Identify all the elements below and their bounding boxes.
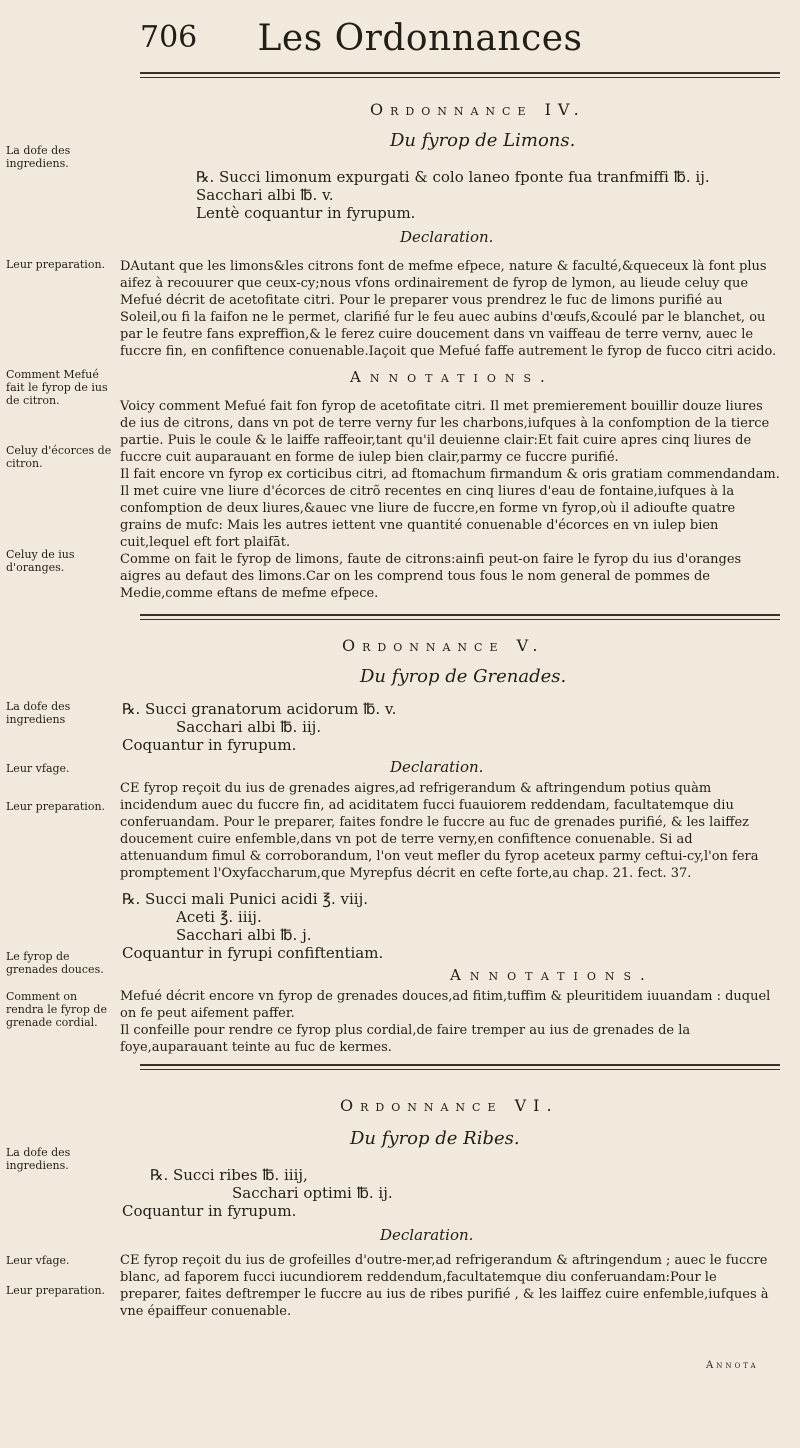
page-number: 706: [140, 20, 198, 55]
section-rule: [140, 1064, 780, 1070]
recipe-line: Lentè coquantur in fyrupum.: [196, 204, 416, 222]
recipe-line: Aceti ℥. iiij.: [176, 908, 262, 926]
recipe-line: Coquantur in fyrupum.: [122, 1202, 297, 1220]
declaration-text: CE fyrop reçoit du ius de grenades aigres,ad refrigerandum & aftringendum potius quàm incidendum auec du fuccre fin, ad aciditatem fucci fuauiorem reddendam, facultatemque diu conferuandam. Pour le preparer, faites fondre le fuccre au fuc de grenades purifié, & les laiffez doucement cuire enfemble,dans vn pot de terre verny,en confiftence conuenable. Si ad attenuandum fimul & corroborandum, l'on veut mefler du fyrop aceteux parmy ceftui-cy,l'on fera promptement l'Oxyfaccharum,que Myrepfus décrit en cefte forte,au chap. 21. fect. 37.: [120, 781, 759, 881]
margin-note: La dofe des ingrediens.: [6, 144, 71, 170]
recipe-line: ℞. Succi mali Punici acidi ℥. viij.: [122, 890, 368, 908]
margin-note: Leur preparation.: [6, 800, 106, 813]
section-subtitle-ord5: Du fyrop de Grenades.: [360, 666, 567, 687]
annotation-paragraph: Comme on fait le fyrop de limons, faute de citrons:ainfi peut-on faire le fyrop du ius d'oranges aigres au defaut des limons.Car on les comprend tous fous le nom general de pommes de Medie,comme eftans de mefme efpece.: [120, 552, 742, 601]
annotations-block: [120, 988, 780, 1056]
annotation-paragraph: Il fait encore vn fyrop ex corticibus citri, ad ftomachum firmandum & oris gratiam commendandam. Il met cuire vne liure d'écorces de citrõ recentes en cinq liures d'eau de fontaine,iufques à la confomption de deux liures,&auec vne liure de fuccre,en forme vn fyrop,où il adioufte quatre grains de mufc: Mais les autres iettent vne quantité conuenable d'écorces en vn iulep bien cuit,lequel eft fort plaifāt.: [120, 467, 780, 550]
section-title-ord6: Ordonnance VI.: [340, 1096, 559, 1115]
declaration-text: DAutant que les limons&les citrons font de mefme efpece, nature & faculté,&queceux là font plus aifez à recouurer que ceux-cy;nous vfons ordinairement de fyrop de lymon, au lieude celuy que Mefué décrit de acetofitate citri. Pour le preparer vous prendrez le fuc de limons purifié au Soleil,ou fi la faifon ne le permet, clarifié fur le feu auec aubins d'œufs,&coulé par le blanchet, ou par le feutre fans expreffion,& le ferez cuire doucement dans vn vaiffeau de terre vernv, auec le fuccre fin, en confiftence conuenable.Iaçoit que Mefué faffe autrement le fyrop de fucco citri acido.: [120, 259, 777, 359]
recipe-line: ℞. Succi ribes ℔. iiij,: [150, 1166, 308, 1184]
recipe-line: Sacchari albi ℔. iij.: [176, 718, 322, 736]
section-rule: [140, 614, 780, 620]
recipe-line: Sacchari optimi ℔. ij.: [232, 1184, 393, 1202]
declaration-heading: Declaration.: [390, 758, 484, 776]
section-subtitle-ord6: Du fyrop de Ribes.: [350, 1128, 520, 1149]
margin-note: Leur preparation.: [6, 1284, 106, 1297]
declaration-paragraph: [120, 780, 780, 882]
margin-note: Comment on rendra le fyrop de grenade cordial.: [6, 990, 107, 1029]
section-title-ord4: Ordonnance IV.: [370, 100, 586, 119]
margin-note: Comment Mefué fait le fyrop de ius de citron.: [6, 368, 108, 407]
section-subtitle-ord4: Du fyrop de Limons.: [390, 130, 576, 151]
annotation-paragraph: Mefué décrit encore vn fyrop de grenades douces,ad fitim,tuffim & pleuritidem iuuandam : duquel on fe peut aifement paffer.: [120, 989, 771, 1021]
recipe-line: Sacchari albi ℔. v.: [196, 186, 334, 204]
annotations-block: [120, 398, 780, 602]
margin-note: Leur vfage.: [6, 1254, 70, 1267]
running-title: Les Ordonnances: [257, 18, 583, 59]
catchword: Annota: [706, 1360, 759, 1371]
recipe-line: ℞. Succi limonum expurgati & colo laneo fponte fua tranfmiffi ℔. ij.: [196, 168, 710, 186]
margin-note: Leur vfage.: [6, 762, 70, 775]
margin-note: Celuy de ius d'oranges.: [6, 548, 75, 574]
declaration-paragraph: [120, 1252, 780, 1320]
page-header: [140, 18, 700, 59]
header-rule: [140, 72, 780, 78]
annotation-paragraph: Il confeille pour rendre ce fyrop plus cordial,de faire tremper au ius de grenades de la foye,auparauant teinte au fuc de kermes.: [120, 1023, 691, 1055]
annotation-paragraph: Voicy comment Mefué fait fon fyrop de acetofitate citri. Il met premierement bouillir douze liures de ius de citrons, dans vn pot de terre verny fur les charbons,iufques à la confomption de la tierce partie. Puis le coule & le laiffe raffeoir,tant qu'il deuienne clair:Et fait cuire apres cinq liures de fuccre cuit auparauant en forme de iulep bien clair,parmy ce fuccre purifié.: [120, 399, 770, 465]
margin-note: Leur preparation.: [6, 258, 106, 271]
declaration-heading: Declaration.: [400, 228, 494, 246]
margin-note: La dofe des ingrediens.: [6, 1146, 71, 1172]
annotations-heading: Annotations.: [350, 368, 554, 386]
recipe-line: Coquantur in fyrupum.: [122, 736, 297, 754]
recipe-line: Sacchari albi ℔. j.: [176, 926, 312, 944]
declaration-paragraph: [120, 258, 780, 360]
margin-note: Le fyrop de grenades douces.: [6, 950, 104, 976]
recipe-line: Coquantur in fyrupi confiftentiam.: [122, 944, 384, 962]
margin-note: Celuy d'écorces de citron.: [6, 444, 112, 470]
declaration-text: CE fyrop reçoit du ius de grofeilles d'outre-mer,ad refrigerandum & aftringendum ; auec le fuccre blanc, ad faporem fucci iucundiorem reddendum,facultatemque diu conferuandam:Pour le preparer, faites deftremper le fuccre au ius de ribes purifié , & les laiffez cuire enfemble,iufques à vne épaiffeur conuenable.: [120, 1253, 769, 1319]
declaration-heading: Declaration.: [380, 1226, 474, 1244]
annotations-heading: Annotations.: [450, 966, 654, 984]
section-title-ord5: Ordonnance V.: [342, 636, 545, 655]
recipe-line: ℞. Succi granatorum acidorum ℔. v.: [122, 700, 397, 718]
margin-note: La dofe des ingrediens: [6, 700, 71, 726]
